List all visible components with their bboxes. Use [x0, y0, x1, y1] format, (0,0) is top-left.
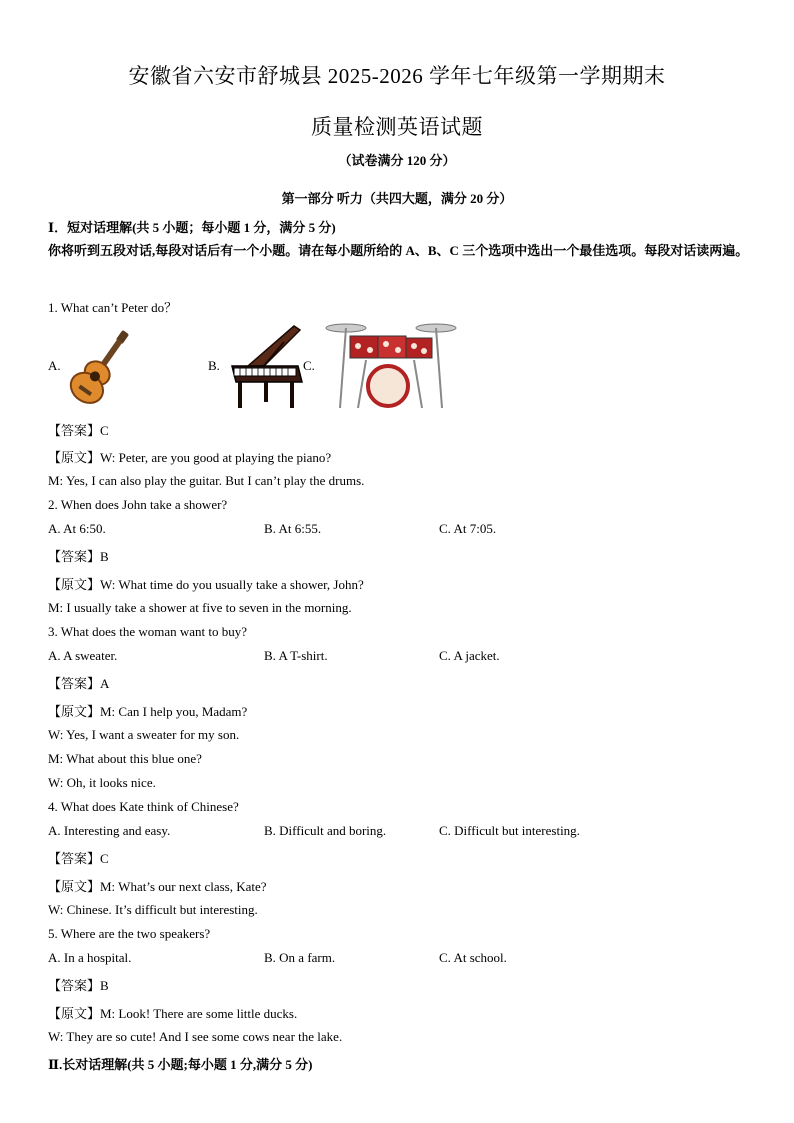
q1-option-b-label: B. [208, 358, 220, 373]
section1-instructions: 你将听到五段对话,每段对话后有一个小题。请在每小题所给的 A、B、C 三个选项中选出一个最佳选项。每段对话读两遍。 [48, 243, 749, 258]
q3-option-a: A. A sweater. [48, 648, 118, 663]
exam-title-line2: 质量检测英语试题 [311, 115, 483, 139]
q4-option-b: B. Difficult and boring. [264, 823, 387, 838]
question-2-stem: 2. When does John take a shower? [48, 497, 228, 512]
q5-transcript-line: 【原文】M: Look! There are some little ducks. [48, 1006, 298, 1021]
exam-title-line1: 安徽省六安市舒城县 2025-2026 学年七年级第一学期期末 [128, 64, 666, 88]
q2-option-c: C. At 7:05. [439, 521, 497, 536]
drum-kit-icon [322, 320, 458, 417]
q1-option-c-label: C. [303, 358, 315, 373]
q5-option-c: C. At school. [439, 950, 507, 965]
q3-transcript-line: W: Oh, it looks nice. [48, 775, 156, 790]
q1-transcript-line: 【原文】W: Peter, are you good at playing the piano? [48, 450, 332, 465]
section1-heading: Ⅰ．短对话理解(共 5 小题；每小题 1 分，满分 5 分) [48, 220, 336, 235]
q2-transcript-line: M: I usually take a shower at five to seven in the morning. [48, 600, 352, 615]
q4-transcript-line: W: Chinese. It’s difficult but interesting. [48, 902, 258, 917]
score-note: （试卷满分 120 分） [338, 153, 456, 168]
q5-transcript-line: W: They are so cute! And I see some cows near the lake. [48, 1029, 343, 1044]
q4-answer: 【答案】C [48, 851, 109, 866]
q2-transcript-line: 【原文】W: What time do you usually take a shower, John? [48, 577, 364, 592]
piano-icon [226, 322, 306, 415]
q2-answer: 【答案】B [48, 549, 109, 564]
q2-option-b: B. At 6:55. [264, 521, 322, 536]
q1-answer: 【答案】C [48, 423, 109, 438]
q3-option-c: C. A jacket. [439, 648, 500, 663]
question-1-stem: 1. What can’t Peter do？ [48, 300, 178, 315]
q3-transcript-line: M: What about this blue one? [48, 751, 202, 766]
q1-option-a-label: A. [48, 358, 61, 373]
q4-option-a: A. Interesting and easy. [48, 823, 171, 838]
q4-option-c: C. Difficult but interesting. [439, 823, 580, 838]
section2-heading: Ⅱ.长对话理解(共 5 小题;每小题 1 分,满分 5 分) [48, 1057, 313, 1072]
question-4-stem: 4. What does Kate think of Chinese? [48, 799, 239, 814]
q3-option-b: B. A T-shirt. [264, 648, 328, 663]
guitar-icon [66, 322, 136, 415]
q5-option-a: A. In a hospital. [48, 950, 132, 965]
q5-option-b: B. On a farm. [264, 950, 336, 965]
q3-transcript-line: W: Yes, I want a sweater for my son. [48, 727, 240, 742]
q2-option-a: A. At 6:50. [48, 521, 106, 536]
q4-transcript-line: 【原文】M: What’s our next class, Kate? [48, 879, 267, 894]
question-5-stem: 5. Where are the two speakers? [48, 926, 211, 941]
part1-heading: 第一部分 听力（共四大题，满分 20 分） [281, 191, 513, 206]
question-3-stem: 3. What does the woman want to buy? [48, 624, 248, 639]
q5-answer: 【答案】B [48, 978, 109, 993]
q3-answer: 【答案】A [48, 676, 110, 691]
q1-transcript-line: M: Yes, I can also play the guitar. But I can’t play the drums. [48, 473, 365, 488]
q3-transcript-line: 【原文】M: Can I help you, Madam? [48, 704, 248, 719]
